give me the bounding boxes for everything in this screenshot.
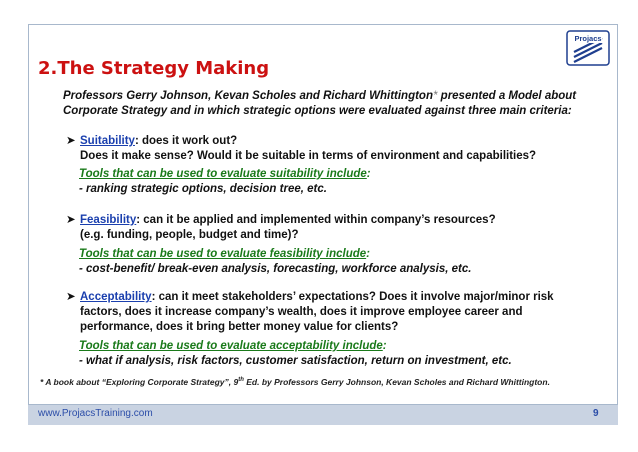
intro-text-continued: presented a Model about Corporate Strategy and in which strategic options were evaluated against three main criteria: — [63, 90, 577, 117]
page-number: 9 — [593, 408, 599, 419]
tools-header: Tools that can be used to evaluate acceptability include — [79, 340, 383, 352]
term-acceptability: Acceptability — [80, 291, 152, 303]
intro-asterisk: * — [432, 90, 438, 102]
arrow-bullet-icon: ➤ — [66, 214, 76, 226]
footnote-superscript: th — [238, 377, 244, 384]
intro-text: Professors Gerry Johnson, Kevan Scholes and Richard Whittington — [63, 90, 433, 102]
tools-header: Tools that can be used to evaluate suitability include — [79, 168, 367, 180]
arrow-bullet-icon: ➤ — [66, 135, 76, 147]
arrow-bullet-icon: ➤ — [66, 291, 76, 303]
criterion-feasibility — [66, 213, 496, 243]
tools-list: - what if analysis, risk factors, customer satisfaction, return on investment, etc. — [79, 355, 512, 367]
criterion-acceptability — [66, 290, 601, 335]
criterion-suitability — [66, 134, 536, 164]
tools-acceptability: Tools that can be used to evaluate acceptability include: - what if analysis, risk factors, customer satisfaction, return on investment, etc. — [79, 340, 512, 367]
term-suitability: Suitability — [80, 135, 135, 147]
footnote-text-continued: Ed. by Professors Gerry Johnson, Kevan Scholes and Richard Whittington. — [243, 377, 550, 387]
term-feasibility: Feasibility — [80, 214, 137, 226]
criterion-detail: factors, does it increase company’s wealth, does it improve employee career and performance, does it bring better money value for clients? — [80, 306, 523, 333]
criterion-detail: (e.g. funding, people, budget and time)? — [80, 229, 299, 241]
projacs-logo-icon — [566, 30, 610, 66]
criterion-detail: Does it make sense? Would it be suitable in terms of environment and capabilities? — [80, 150, 537, 162]
tools-list: - cost-benefit/ break-even analysis, forecasting, workforce analysis, etc. — [79, 263, 472, 275]
tools-suitability: Tools that can be used to evaluate suitability include: - ranking strategic options, decision tree, etc. — [79, 168, 371, 195]
footnote — [40, 377, 550, 387]
tools-feasibility: Tools that can be used to evaluate feasibility include: - cost-benefit/ break-even analysis, forecasting, workforce analysis, etc. — [79, 248, 472, 275]
criterion-question: : can it meet stakeholders’ expectations? Does it involve major/minor risk — [151, 291, 554, 303]
criterion-question: : does it work out? — [134, 135, 238, 147]
criterion-question: : can it be applied and implemented within company’s resources? — [136, 214, 496, 226]
tools-header: Tools that can be used to evaluate feasibility include — [79, 248, 367, 260]
slide-title: 2.The Strategy Making — [38, 58, 270, 79]
website-link[interactable]: www.ProjacsTraining.com — [38, 408, 153, 419]
tools-list: - ranking strategic options, decision tree, etc. — [79, 183, 327, 195]
logo-text: Projacs — [574, 34, 602, 43]
footnote-text: * A book about “Exploring Corporate Strategy”, 9 — [40, 377, 239, 387]
intro-paragraph — [63, 89, 603, 119]
